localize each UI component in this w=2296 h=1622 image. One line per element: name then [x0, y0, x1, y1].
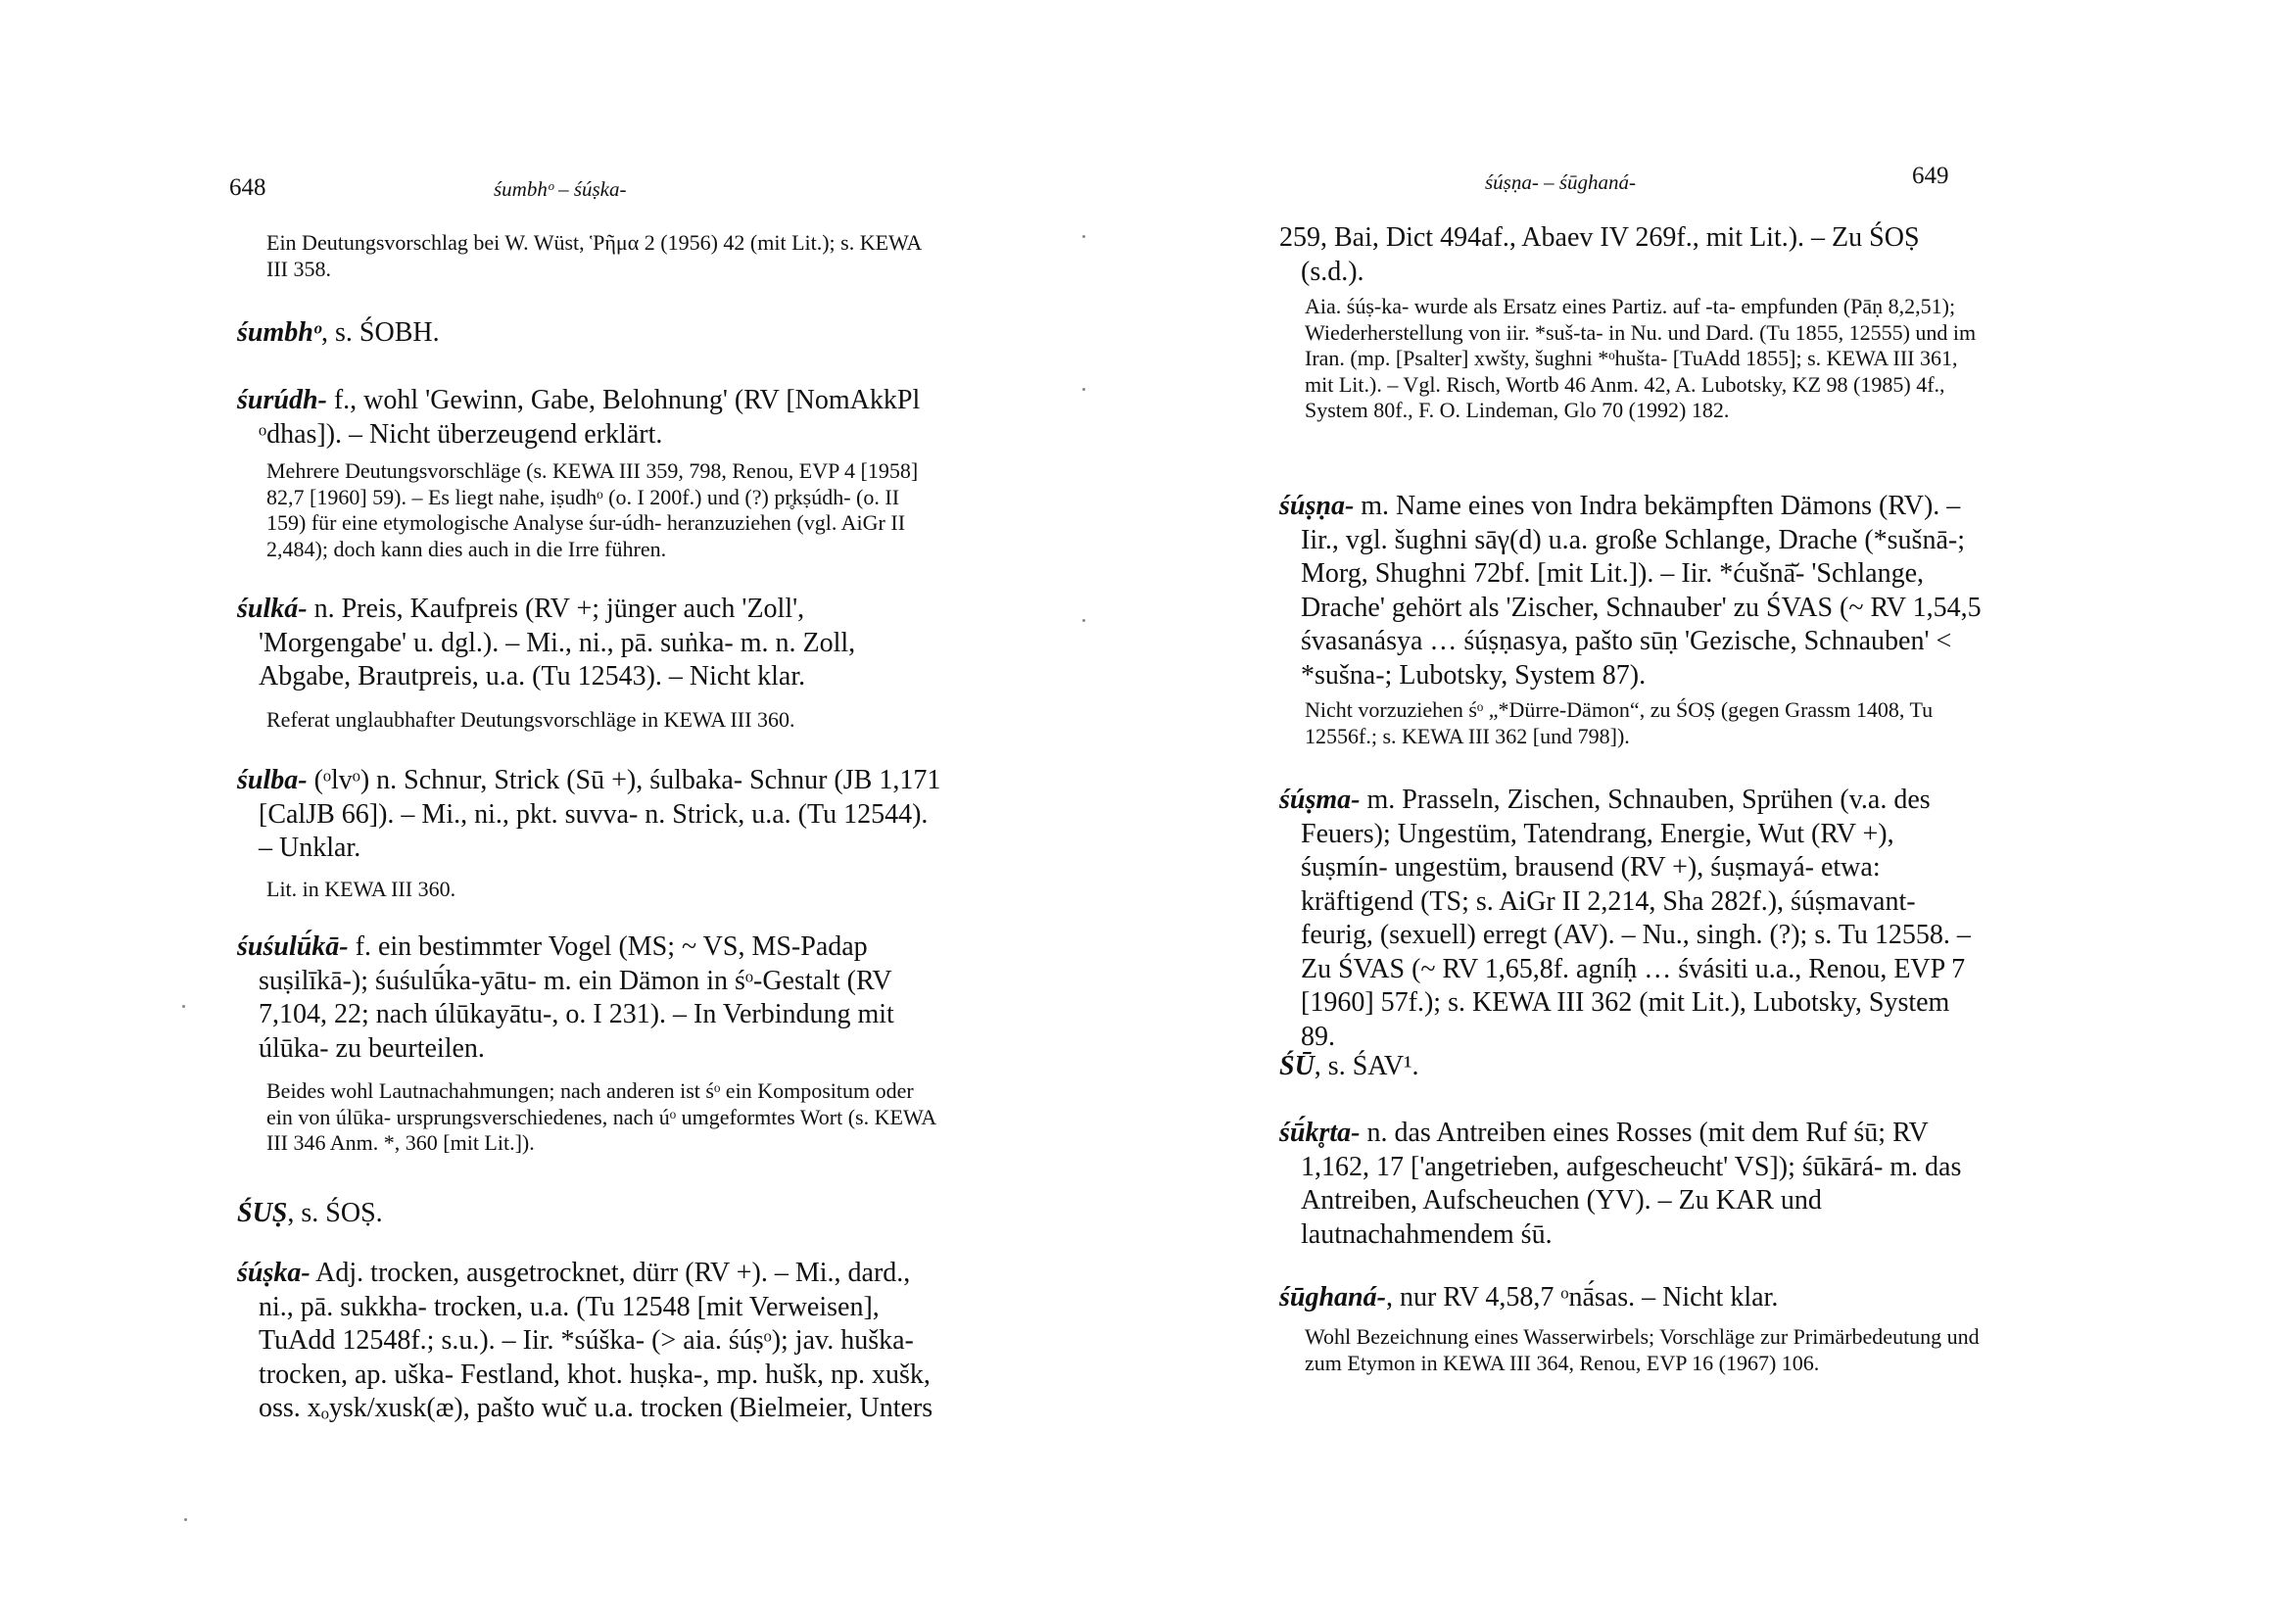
entry-sulka: śulká- n. Preis, Kaufpreis (RV +; jünger auch 'Zoll', 'Morgengabe' u. dgl.). – Mi., ni., pā. suṅka- m. n. Zoll, Abgabe, Brautpreis, u.a. (Tu 12543). – Nicht klar.	[237, 594, 856, 692]
note-sulba: Lit. in KEWA III 360.	[266, 877, 456, 901]
entry-sughana: śūghaná-, nur RV 4,58,7 ᵒnā́sas. – Nicht klar.	[1279, 1282, 1779, 1312]
note-susna: Nicht vorzuziehen śᵒ „*Dürre-Dämon“, zu ŚOṢ (gegen Grassm 1408, Tu 12556f.; s. KEWA III 362 [und 798]).	[1305, 697, 1934, 748]
note-susuluka: Beides wohl Lautnachahmungen; nach anderen ist śᵒ ein Kompositum oder ein von úlūka- ursprungsverschiedenes, nach úᵒ umgeformtes Wort (s. KEWA III 346 Anm. *, 360 [mit Lit.]).	[266, 1078, 935, 1155]
right-running-head: śúṣṇa- – śūghaná-	[1485, 170, 1637, 194]
note-suska: Aia. śúṣ-ka- wurde als Ersatz eines Partiz. auf -ta- empfunden (Pāṇ 8,2,51); Wiederherstellung von iir. *suš-ta- in Nu. und Dard. (Tu 1855, 12555) und im Iran. (mp. [Psalter] xwšty, šughni *ᵒhušta- [TuAdd 1855]; s. KEWA III 361, mit Lit.). – Vgl. Risch, Wortb 46 Anm. 42, A. Lubotsky, KZ 98 (1985) 4f., System 80f., F. O. Lindeman, Glo 70 (1992) 182.	[1305, 294, 1977, 422]
left-page-number: 648	[229, 174, 266, 201]
entry-suska: śúṣka- Adj. trocken, ausgetrocknet, dürr (RV +). – Mi., dard., ni., pā. sukkha- trocken, u.a. (Tu 12548 [mit Verweisen], TuAdd 12548f.; s.u.). – Iir. *súška- (> aia. śúṣᵒ); jav. huška- trocken, ap. uška- Festland, khot. huṣka-, mp. hušk, np. xušk, oss. xₒysk/xusk(æ), pašto wuč u.a. trocken (Bielmeier, Unters	[237, 1258, 933, 1423]
note-surudh: Mehrere Deutungsvorschläge (s. KEWA III 359, 798, Renou, EVP 4 [1958] 82,7 [1960] 59). – Es liegt nahe, iṣudhᵒ (o. I 200f.) und (?) pr̥kṣúdh- (o. II 159) für eine etymologische Analyse śur-údh- heranzuziehen (vgl. AiGr II 2,484); doch kann dies auch in die Irre führen.	[266, 458, 919, 561]
right-page-number: 649	[1912, 163, 1949, 189]
entry-susna: śúṣṇa- m. Name eines von Indra bekämpften Dämons (RV). – Iir., vgl. šughni sāγ(d) u.a. große Schlange, Drache (*sušnā-; Morg, Shughni 72bf. [mit Lit.]). – Iir. *ćušnā̆- 'Schlange, Drache' gehört als 'Zischer, Schnauber' zu ŚVAS (~ RV 1,54,5 śvasanásya … śúṣṇasya, pašto sūṇ 'Gezische, Schnauben' < *sušna-; Lubotsky, System 87).	[1279, 491, 1982, 691]
note-sulka: Referat unglaubhafter Deutungsvorschläge in KEWA III 360.	[266, 707, 795, 732]
entry-suska-cont: 259, Bai, Dict 494af., Abaev IV 269f., mit Lit.). – Zu ŚOṢ (s.d.).	[1279, 222, 1920, 287]
margin-speck	[184, 1518, 187, 1521]
gutter-speck	[1082, 235, 1085, 238]
entry-susma: śúṣma- m. Prasseln, Zischen, Schnauben, Sprühen (v.a. des Feuers); Ungestüm, Tatendrang, Energie, Wut (RV +), śuṣmín- ungestüm, brausend (RV +), śuṣmayá- etwa: kräftigend (TS; s. AiGr II 2,214, Sha 282f.), śúṣmavant- feurig, (sexuell) erregt (AV). – Nu., singh. (?); s. Tu 12558. – Zu ŚVAS (~ RV 1,65,8f. agníḥ … śvásiti u.a., Renou, EVP 7 [1960] 57f.); s. KEWA III 362 (mit Lit.), Lubotsky, System 89.	[1279, 785, 1971, 1052]
entry-sulba: śulba- (ᵒlvᵒ) n. Schnur, Strick (Sū +), śulbaka- Schnur (JB 1,171 [CalJB 66]). – Mi., ni., pkt. suvva- n. Strick, u.a. (Tu 12544). – Unklar.	[237, 765, 941, 863]
entry-susuluka: śuśulū́kā- f. ein bestimmter Vogel (MS; ~ VS, MS-Padap suṣilīkā-); śuśulū́ka-yātu- m. ein Dämon in śᵒ-Gestalt (RV 7,104, 22; nach úlūkayātu-, o. I 231). – In Verbindung mit úlūka- zu beurteilen.	[237, 931, 894, 1064]
entry-sus: ŚUṢ, s. ŚOṢ.	[237, 1198, 383, 1228]
margin-speck	[182, 1005, 185, 1008]
left-running-head: śumbhᵒ – śúṣka-	[494, 177, 627, 201]
gutter-speck	[1082, 619, 1085, 622]
gutter-speck	[1082, 388, 1085, 391]
entry-su: ŚŪ, s. ŚAV¹.	[1279, 1051, 1419, 1081]
entry-sukrta: śū́kr̥ta- n. das Antreiben eines Rosses (mit dem Ruf śū; RV 1,162, 17 ['angetrieben, aufgescheucht' VS]); śūkārá- m. das Antreiben, Aufscheuchen (YV). – Zu KAR und lautnachahmendem śū.	[1279, 1118, 1962, 1250]
note-sughana: Wohl Bezeichnung eines Wasserwirbels; Vorschläge zur Primärbedeutung und zum Etymon in KEWA III 364, Renou, EVP 16 (1967) 106.	[1305, 1324, 1980, 1375]
entry-sumbh: śumbhᵒ, s. ŚOBH.	[237, 317, 440, 348]
note-1: Ein Deutungsvorschlag bei W. Wüst, Ῥῆμα 2 (1956) 42 (mit Lit.); s. KEWA III 358.	[266, 230, 922, 281]
entry-surudh: śurúdh- f., wohl 'Gewinn, Gabe, Belohnung' (RV [NomAkkPl ᵒdhas]). – Nicht überzeugend erklärt.	[237, 385, 921, 450]
